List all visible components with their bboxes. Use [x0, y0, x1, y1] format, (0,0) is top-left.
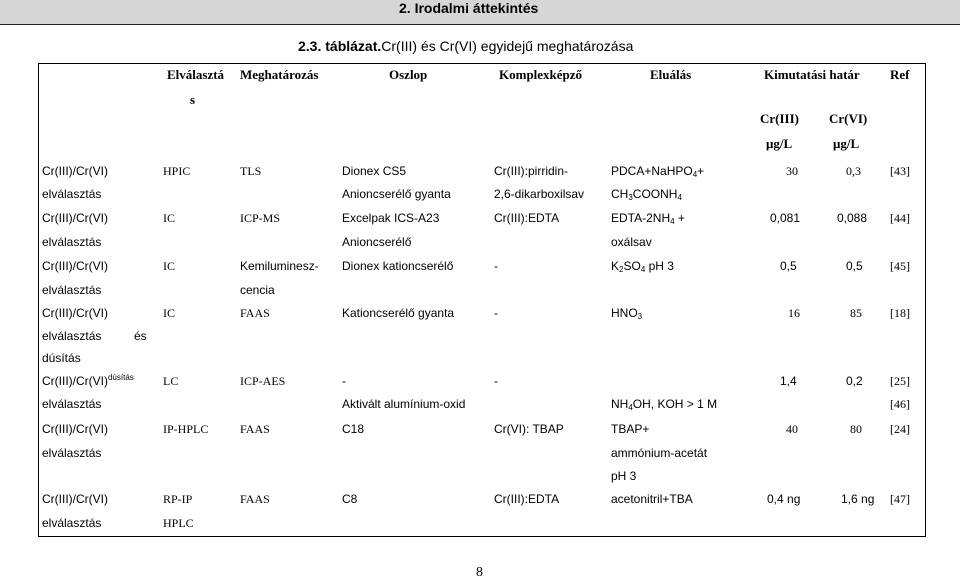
row4-label-and: és — [134, 329, 147, 343]
row6-ref: [24] — [890, 422, 910, 436]
row4-determination: FAAS — [240, 306, 270, 320]
col-header-determination: Meghatározás — [240, 67, 319, 82]
row4-label-cont: elválasztás — [42, 329, 102, 343]
row1-label: Cr(III)/Cr(VI) — [42, 164, 108, 178]
table-caption — [298, 38, 633, 54]
row5-ref-cont: [46] — [890, 397, 910, 411]
row3-determination: Kemiluminesz- — [240, 259, 319, 273]
row2-cr3-limit: 0,081 — [770, 211, 801, 225]
row5-separation: LC — [163, 374, 179, 388]
row4-complexing: - — [494, 306, 498, 320]
col-header-detection-limit: Kimutatási határ — [764, 67, 860, 82]
row1-column: Dionex CS5 — [342, 164, 407, 178]
row7-column: C8 — [342, 492, 358, 506]
row7-label: Cr(III)/Cr(VI) — [42, 492, 108, 506]
row7-complexing: Cr(III):EDTA — [494, 492, 560, 506]
row7-determination: FAAS — [240, 492, 270, 506]
row6-column: C18 — [342, 422, 365, 436]
row7-separation: RP-IP — [163, 492, 193, 506]
row2-elution-cont: oxálsav — [611, 235, 652, 249]
row3-determination-cont: cencia — [240, 283, 275, 297]
table-caption-title: Cr(III) és Cr(VI) egyidejű meghatározása — [381, 38, 634, 54]
row2-separation: IC — [163, 211, 175, 225]
row7-ref: [47] — [890, 492, 910, 506]
row2-column: Excelpak ICS-A23 — [342, 211, 440, 225]
row5-cr6-limit: 0,2 — [846, 374, 863, 388]
row1-cr3-limit: 30 — [786, 164, 798, 178]
row2-cr6-limit: 0,088 — [837, 211, 868, 225]
row1-complexing: Cr(III):pirridin- — [494, 164, 568, 178]
col-header-elution: Eluálás — [650, 67, 692, 82]
row5-complexing: - — [494, 374, 498, 388]
row1-determination: TLS — [240, 164, 262, 178]
row1-cr6-limit: 0,3 — [846, 164, 861, 178]
col-header-separation-cont: s — [190, 92, 196, 107]
row5-cr3-limit: 1,4 — [780, 374, 797, 388]
row3-label-cont: elválasztás — [42, 283, 102, 297]
row5-label-cont: elválasztás — [42, 397, 102, 411]
row6-elution-cont: ammónium-acetát — [611, 446, 708, 460]
col-header-complexing: Komplexképző — [499, 67, 583, 82]
row1-elution: PDCA+NaHPO$_4$+ — [611, 164, 705, 179]
row7-label-cont: elválasztás — [42, 516, 102, 530]
table-caption-label: 2.3. táblázat. — [298, 38, 382, 54]
row7-cr6-limit: 1,6 ng — [841, 492, 875, 506]
row4-cr6-limit: 85 — [850, 306, 862, 320]
row4-separation: IC — [163, 306, 175, 320]
row1-ref: [43] — [890, 164, 910, 178]
row5-elution: $NH_4OH$, KOH > 1 M — [611, 397, 718, 412]
row3-column: Dionex kationcserélő — [342, 259, 454, 273]
row6-cr3-limit: 40 — [786, 422, 798, 436]
row2-complexing: Cr(III):EDTA — [494, 211, 560, 225]
row4-elution: $HNO_3$ — [611, 306, 643, 321]
col-header-cr3-unit: μg/L — [766, 136, 793, 151]
row4-cr3-limit: 16 — [788, 306, 800, 320]
row2-elution: EDTA-$2NH_4$ + — [611, 211, 685, 226]
col-header-separation: Elválasztá — [167, 67, 225, 82]
row3-label: Cr(III)/Cr(VI) — [42, 259, 108, 273]
row2-ref: [44] — [890, 211, 910, 225]
row3-ref: [45] — [890, 259, 910, 273]
row6-complexing: Cr(VI): TBAP — [494, 422, 564, 436]
row6-cr6-limit: 80 — [850, 422, 862, 436]
col-header-ref: Ref — [890, 67, 910, 82]
row3-separation: IC — [163, 259, 175, 273]
row6-separation: IP-HPLC — [163, 422, 209, 436]
row4-label-enrichment: dúsítás — [42, 351, 81, 365]
row3-elution: $K_2SO_4$ pH 3 — [611, 259, 674, 274]
row7-cr3-limit: 0,4 ng — [767, 492, 801, 506]
row4-ref: [18] — [890, 306, 910, 320]
row5-ref: [25] — [890, 374, 910, 388]
row3-complexing: - — [494, 259, 498, 273]
row6-label-cont: elválasztás — [42, 446, 102, 460]
row4-label: Cr(III)/Cr(VI) — [42, 306, 108, 320]
row6-elution: TBAP+ — [611, 422, 650, 436]
row7-elution: acetonitril+TBA — [611, 492, 693, 506]
section-title: 2. Irodalmi áttekintés — [399, 0, 539, 16]
row6-label: Cr(III)/Cr(VI) — [42, 422, 108, 436]
col-header-column: Oszlop — [389, 67, 428, 82]
row4-column: Kationcserélő gyanta — [342, 306, 455, 320]
col-header-cr6: Cr(VI) — [829, 111, 868, 126]
row1-separation: HPIC — [163, 164, 191, 178]
row2-label-cont: elválasztás — [42, 235, 102, 249]
row1-elution-cont: $CH_3COONH_4$ — [611, 187, 682, 202]
col-header-cr6-unit: μg/L — [833, 136, 860, 151]
page-number: 8 — [476, 565, 483, 580]
row5-column: - — [342, 374, 346, 388]
row1-column-cont: Anioncserélő gyanta — [342, 187, 451, 201]
row7-separation-cont: HPLC — [163, 516, 194, 530]
row1-label-cont: elválasztás — [42, 187, 102, 201]
table-frame — [38, 63, 926, 537]
row2-column-cont: Anioncserélő — [342, 235, 412, 249]
row5-label: Cr(III)/Cr(VI)$^{dúsítás}$ — [42, 373, 134, 388]
row5-determination: ICP-AES — [240, 374, 286, 388]
row5-label-superscript: dúsítás — [107, 373, 134, 382]
row6-elution-cont2: pH 3 — [611, 469, 637, 483]
row6-determination: FAAS — [240, 422, 270, 436]
row3-cr3-limit: 0,5 — [780, 259, 797, 273]
row2-determination: ICP-MS — [240, 211, 281, 225]
row1-complexing-cont: 2,6-dikarboxilsav — [494, 187, 585, 201]
col-header-cr3: Cr(III) — [760, 111, 799, 126]
row5-column-cont: Aktivált alumínium-oxid — [342, 397, 466, 411]
row3-cr6-limit: 0,5 — [846, 259, 863, 273]
row2-label: Cr(III)/Cr(VI) — [42, 211, 108, 225]
